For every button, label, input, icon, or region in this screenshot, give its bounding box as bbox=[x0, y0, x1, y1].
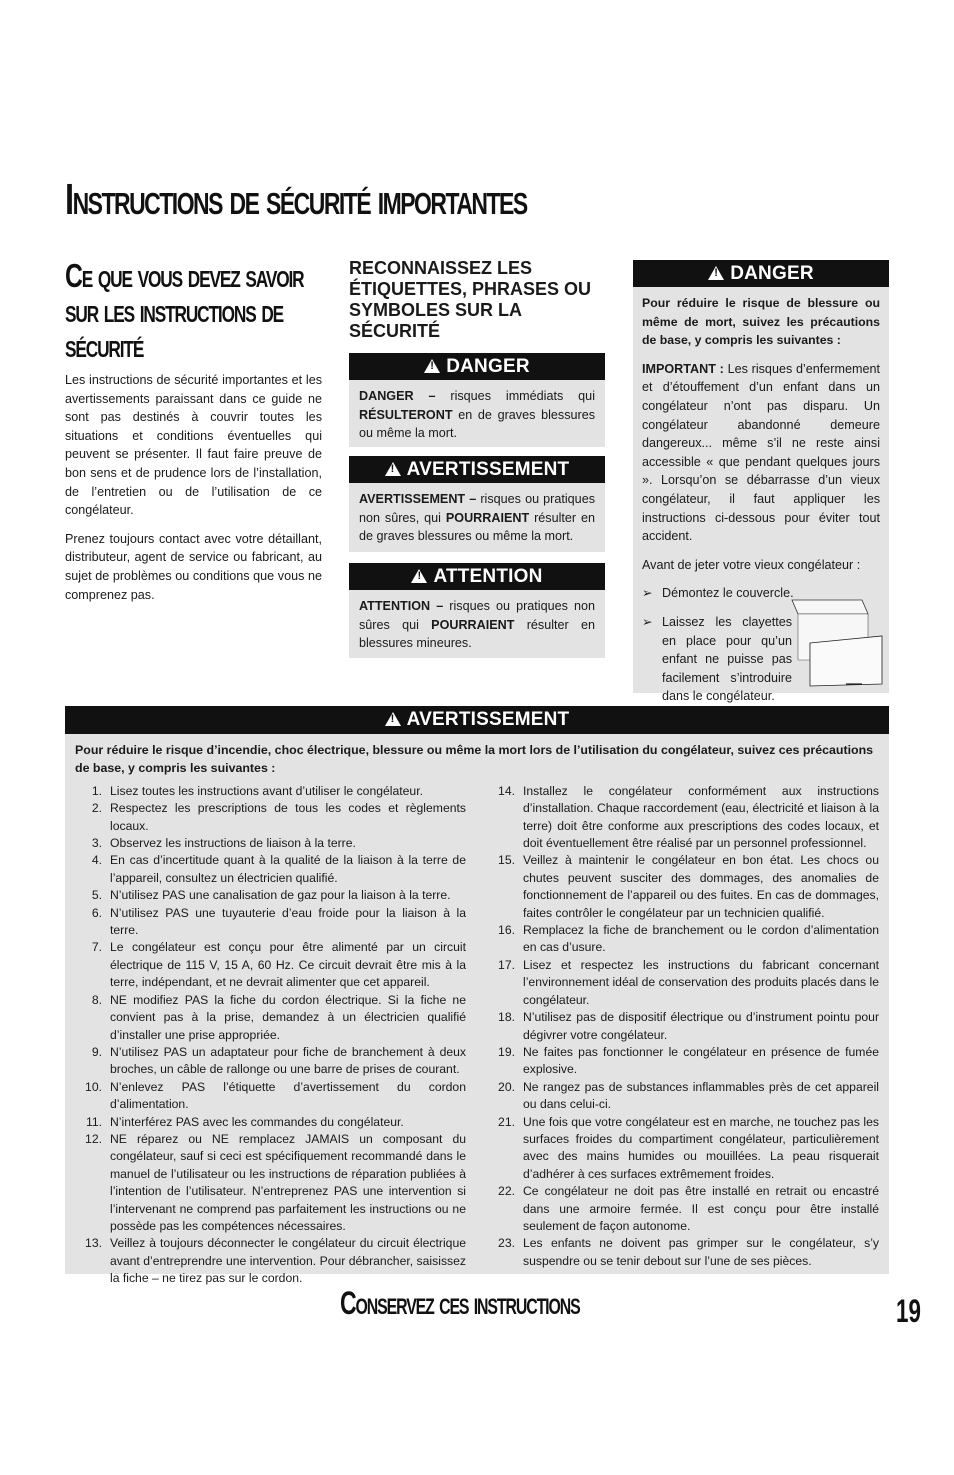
list-item bbox=[77, 905, 466, 940]
list-item bbox=[490, 1114, 879, 1184]
warning-triangle-icon bbox=[424, 359, 440, 373]
item-number: 23. bbox=[498, 1236, 515, 1251]
list-item bbox=[490, 783, 879, 853]
warning-intro: Pour réduire le risque d’incendie, choc électrique, blessure ou même la mort lors de l’utilisation du congélateur, suivez ces précautions de base, y compris les suivantes : bbox=[75, 743, 874, 776]
warning-triangle-icon bbox=[708, 266, 724, 280]
item-text: Lisez toutes les instructions avant d’utiliser le congélateur. bbox=[110, 783, 423, 798]
list-item bbox=[490, 1183, 879, 1235]
item-number: 12. bbox=[85, 1131, 102, 1146]
item-text: Ne faites pas fonctionner le congélateur en présence de fumée explosive. bbox=[523, 1044, 879, 1077]
item-text: N’utilisez pas de dispositif électrique ou d’instrument pointu pour dégivrer votre congélateur. bbox=[523, 1010, 879, 1042]
item-text: Veillez à maintenir le congélateur en bon état. Les chocs ou chutes peuvent susciter des dommages, des anomalies de fonctionnement de l’appareil ou des fuites. En cas de dommages, faites contrôler le congélateur par un technicien qualifié. bbox=[523, 853, 879, 920]
list-item bbox=[77, 835, 466, 852]
freezer-illustration-icon bbox=[788, 598, 884, 688]
list-item bbox=[77, 852, 466, 887]
item-text: Le congélateur est conçu pour être alimenté par un circuit électrique de 115 V, 15 A, 60 Hz. Ce circuit devrait être mis à la terre, indépendant, et ne devrait alimenter que cet appareil. bbox=[110, 940, 466, 990]
list-item bbox=[77, 1131, 466, 1235]
item-number: 22. bbox=[498, 1184, 515, 1199]
item-number: 17. bbox=[498, 957, 515, 972]
item-text: Veillez à toujours déconnecter le congélateur du circuit électrique avant d’entreprendre une intervention. Pour débrancher, saisissez la fiche – ne tirez pas sur le cordon. bbox=[110, 1236, 466, 1286]
danger-bar: ! DANGER bbox=[349, 353, 605, 380]
attention-definition-box bbox=[349, 563, 605, 658]
danger-definition-box bbox=[349, 353, 605, 447]
warning-box bbox=[65, 706, 889, 1286]
list-item bbox=[77, 1235, 466, 1287]
item-text: N’enlevez PAS l’étiquette d’avertissement du cordon d’alimentation. bbox=[110, 1079, 466, 1112]
attention-bar: ! ATTENTION bbox=[349, 563, 605, 590]
danger-box bbox=[633, 260, 889, 704]
warning-triangle-icon bbox=[385, 712, 401, 726]
item-text: N’utilisez PAS une tuyauterie d’eau froide pour la liaison à la terre. bbox=[110, 905, 466, 938]
section-title: Ce que vous devez savoir sur les instructions de sécurité bbox=[65, 257, 304, 364]
item-text: N’interférez PAS avec les commandes du congélateur. bbox=[110, 1114, 404, 1129]
list-item: ➢ Démontez le couvercle. bbox=[642, 584, 880, 603]
item-text: NE modifiez PAS la fiche du cordon électrique. Si la fiche ne convient pas à la prise, demandez à un électricien qualifié d’installer une prise appropriée. bbox=[110, 992, 466, 1042]
item-number: 20. bbox=[498, 1079, 515, 1094]
list-item bbox=[490, 1044, 879, 1079]
list-item bbox=[490, 1079, 879, 1114]
warning-triangle-icon bbox=[411, 569, 427, 583]
list-item bbox=[490, 852, 879, 922]
danger-intro: Pour réduire le risque de blessure ou même de mort, suivez les précautions de base, y compris les suivantes : bbox=[642, 296, 880, 348]
list-item: ➢ Laissez les clayettes en place pour qu’un enfant ne puisse pas facilement s’introduire dans le congélateur. bbox=[642, 613, 792, 706]
item-text: N’utilisez PAS une canalisation de gaz pour la liaison à la terre. bbox=[110, 888, 451, 903]
item-number: 14. bbox=[498, 783, 515, 798]
intro-paragraph-1: Les instructions de sécurité importantes et les avertissements paraissant dans ce guide ne sont pas destinés à couvrir toutes les situations et conditions éventuelles qui peuvent se présenter. Il faut faire preuve de bon sens et de prudence lors de l’installation, de l’entretien ou de l’utilisation de ce congélateur. bbox=[65, 373, 322, 518]
avertissement-definition: AVERTISSEMENT – risques ou pratiques non sûres, qui POURRAIENT résulter en de graves blessures ou même la mort. bbox=[359, 492, 595, 544]
item-number: 13. bbox=[85, 1236, 102, 1251]
arrow-icon: ➢ bbox=[642, 614, 653, 629]
item-number: 2. bbox=[91, 801, 102, 816]
arrow-icon: ➢ bbox=[642, 586, 653, 601]
danger-before: Avant de jeter votre vieux congélateur : bbox=[642, 557, 861, 572]
list-item bbox=[77, 783, 466, 800]
item-number: 18. bbox=[498, 1010, 515, 1025]
intro-paragraph-2: Prenez toujours contact avec votre détaillant, distributeur, agent de service ou fabricant, au sujet de problèmes ou conditions que vous ne comprenez pas. bbox=[65, 531, 322, 602]
instructions-list-left bbox=[77, 783, 466, 1288]
list-item bbox=[77, 1079, 466, 1114]
item-number: 7. bbox=[91, 940, 102, 955]
item-number: 5. bbox=[91, 888, 102, 903]
list-item bbox=[77, 1044, 466, 1079]
item-number: 1. bbox=[91, 783, 102, 798]
footer-title: Conservez ces instructions bbox=[340, 1285, 580, 1321]
avertissement-definition-box bbox=[349, 456, 605, 552]
item-number: 19. bbox=[498, 1044, 515, 1059]
item-text: N’utilisez PAS un adaptateur pour fiche de branchement à deux broches, un câble de rallonge ou une barre de prises de courant. bbox=[110, 1044, 466, 1077]
warning-box-bar: ! AVERTISSEMENT bbox=[65, 706, 889, 734]
item-text: NE réparez ou NE remplacez JAMAIS un composant du congélateur, sauf si ceci est spécifiquement recommandé dans le manuel de l’utilisateur ou les instructions de réparation publiées à l’intention de l’utilisateur. N’entreprenez PAS une intervention si l’intervenant ne comprend pas parfaitement les instructions ou ne possède pas les compétences nécessaires. bbox=[110, 1131, 466, 1233]
warning-triangle-icon bbox=[385, 462, 401, 476]
item-text: Observez les instructions de liaison à la terre. bbox=[110, 836, 356, 851]
item-text: Remplacez la fiche de branchement ou le cordon d’alimentation en cas d’usure. bbox=[523, 923, 879, 955]
item-number: 10. bbox=[85, 1079, 102, 1094]
list-item bbox=[77, 939, 466, 991]
list-item bbox=[77, 992, 466, 1044]
page-title: Instructions de sécurité importantes bbox=[65, 175, 527, 224]
item-number: 9. bbox=[91, 1044, 102, 1059]
list-item bbox=[490, 1235, 879, 1270]
item-number: 16. bbox=[498, 923, 515, 938]
list-item bbox=[490, 957, 879, 1009]
list-item bbox=[77, 1114, 466, 1131]
page-number: 19 bbox=[896, 1293, 921, 1329]
danger-definition: DANGER – risques immédiats qui RÉSULTERONT en de graves blessures ou même la mort. bbox=[359, 389, 595, 441]
item-number: 6. bbox=[91, 905, 102, 920]
item-text: Ne rangez pas de substances inflammables près de cet appareil ou dans celui-ci. bbox=[523, 1079, 879, 1112]
item-number: 4. bbox=[91, 853, 102, 868]
item-text: Installez le congélateur conformément aux instructions d’installation. Chaque raccordement (eau, électricité et liaison à la terre) doit être conforme aux prescriptions des codes locaux, et doit éventuellement être réalisé par un personnel professionnel. bbox=[523, 783, 879, 851]
item-number: 3. bbox=[91, 836, 102, 851]
list-item bbox=[77, 887, 466, 904]
item-number: 15. bbox=[498, 853, 515, 868]
item-text: Les enfants ne doivent pas grimper sur le congélateur, s’y suspendre ou se tenir debout sur l’une de ses pièces. bbox=[523, 1236, 879, 1268]
instructions-list-right bbox=[490, 783, 879, 1288]
item-number: 8. bbox=[91, 992, 102, 1007]
item-text: Une fois que votre congélateur est en marche, ne touchez pas les surfaces froides du compartiment congélateur, particulièrement avec des mains humides ou mouillées. La peau risquerait d’adhérer à ces surfaces extrêmement froides. bbox=[523, 1114, 879, 1181]
item-text: Ce congélateur ne doit pas être installé en retrait ou encastré dans une armoire fermée. Il est conçu pour être installé seulement de façon autonome. bbox=[523, 1184, 879, 1233]
item-text: Respectez les prescriptions de tous les codes et règlements locaux. bbox=[110, 801, 466, 833]
list-item bbox=[490, 922, 879, 957]
list-item bbox=[77, 800, 466, 835]
avertissement-bar: ! AVERTISSEMENT bbox=[349, 456, 605, 483]
danger-box-bar: ! DANGER bbox=[633, 260, 889, 287]
item-number: 11. bbox=[85, 1114, 102, 1129]
intro-text bbox=[65, 371, 322, 614]
attention-definition: ATTENTION – risques ou pratiques non sûres qui POURRAIENT résulter en blessures mineures. bbox=[359, 599, 595, 651]
item-text: En cas d’incertitude quant à la qualité de la liaison à la terre de l’appareil, consultez un électricien qualifié. bbox=[110, 853, 466, 885]
symbols-heading: RECONNAISSEZ LES ÉTIQUETTES, PHRASES OU SYMBOLES SUR LA SÉCURITÉ bbox=[349, 258, 592, 341]
item-number: 21. bbox=[498, 1114, 515, 1129]
item-text: Lisez et respectez les instructions du fabricant concernant l’environnement idéal de conservation des produits placés dans le congélateur. bbox=[523, 957, 879, 1007]
list-item bbox=[490, 1009, 879, 1044]
danger-important: IMPORTANT : Les risques d’enfermement et d’étouffement d’un enfant dans un congélateur n’ont pas disparu. Un congélateur abandonné demeure dangereux... même s’il ne reste ainsi accessible « que pendant quelques jours ». Lorsqu’on se débarrasse d’un vieux congélateur, il faut appliquer les instructions ci-dessous pour éviter tout accident. bbox=[642, 361, 880, 544]
